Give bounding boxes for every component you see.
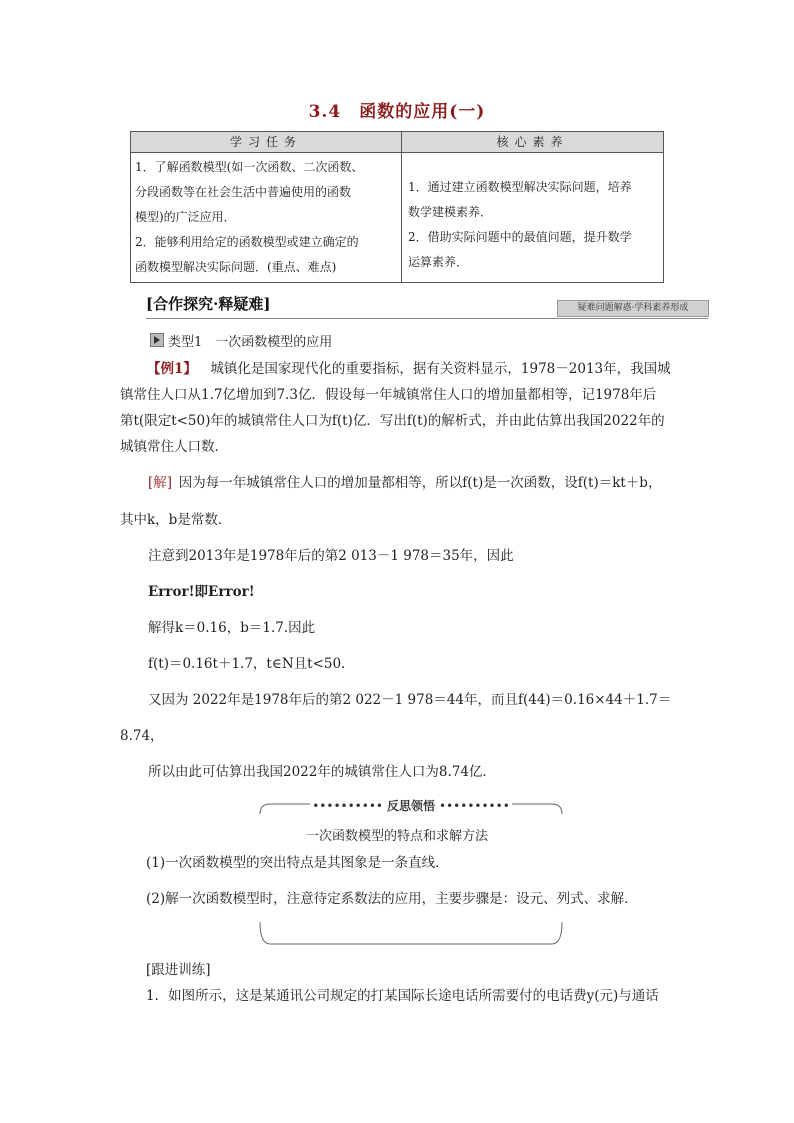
reflection-box (258, 800, 564, 946)
example-text: 城镇常住人口数． (120, 439, 228, 455)
solution-text: 注意到2013年是1978年后的第2 013－1 978＝35年，因此 (148, 548, 514, 564)
task-line: 2．能够利用给定的函数模型或建立确定的 (135, 235, 359, 249)
learning-goals-table (130, 131, 664, 283)
section-heading: [合作探究·释疑难] (146, 295, 271, 313)
task-line: 1．了解函数模型(如一次函数、二次函数、 (135, 160, 364, 174)
play-triangle-icon (150, 333, 164, 347)
solution-formula-error: Error!即Error! (148, 584, 255, 600)
reflection-label: •••••••••• 反思领悟 •••••••••• (312, 799, 510, 813)
competency-line: 数学建模素养． (408, 205, 493, 219)
task-line: 函数模型解决实际问题．(重点、难点) (135, 260, 337, 274)
solution-first-line: [解] 因为每一年城镇常住人口的增加量都相等，所以f(t)是一次函数，设f(t)＝kt＋b， (148, 475, 662, 491)
section-divider (146, 318, 708, 319)
page-title: 3.4 函数的应用(一) (308, 102, 486, 122)
tasks-cell (131, 153, 402, 283)
solution-text: 其中k，b是常数． (120, 512, 232, 528)
competency-line: 1．通过建立函数模型解决实际问题，培养 (408, 180, 632, 194)
reflection-subtitle: 一次函数模型的特点和求解方法 (305, 829, 488, 844)
practice-label: [跟进训练] (146, 962, 211, 978)
solution-text: 解得k＝0.16，b＝1.7.因此 (148, 620, 316, 636)
solution-formula: f(t)＝0.16t＋1.7，t∈N且t<50. (148, 656, 346, 672)
section-tag: 疑难问题解惑·学科素养形成 (557, 300, 709, 317)
solution-conclusion: 所以由此可估算出我国2022年的城镇常住人口为8.74亿． (148, 764, 496, 780)
practice-question: 1．如图所示，这是某通讯公司规定的打某国际长途电话所需要付的电话费y(元)与通话 (146, 988, 659, 1004)
reflection-point: (2)解一次函数模型时，注意待定系数法的应用，主要步骤是：设元、列式、求解． (146, 891, 638, 907)
task-line: 模型)的广泛应用． (135, 210, 236, 224)
table-header-tasks: 学习任务 (131, 132, 402, 153)
competency-line: 运算素养． (408, 255, 469, 269)
reflection-point: (1)一次函数模型的突出特点是其图象是一条直线． (146, 855, 449, 871)
solution-text: 8.74， (120, 728, 164, 744)
competency-line: 2．借助实际问题中的最值问题，提升数学 (408, 230, 632, 244)
task-line: 分段函数等在社会生活中普遍使用的函数 (135, 185, 352, 199)
example-text: 第t(限定t<50)年的城镇常住人口为f(t)亿．写出f(t)的解析式，并由此估算出我国2022年的 (120, 413, 665, 429)
solution-label: [解] (148, 475, 173, 491)
competencies-cell (402, 153, 664, 283)
example-text: 城镇化是国家现代化的重要指标，据有关资料显示，1978－2013年，我国城 (210, 361, 671, 377)
table-header-competencies: 核心素养 (402, 132, 664, 153)
solution-text: 又因为 2022年是1978年后的第2 022－1 978＝44年，而且f(44)＝0.16×44＋1.7＝ (148, 692, 672, 708)
example-text: 镇常住人口从1.7亿增加到7.3亿．假设每一年城镇常住人口的增加量都相等，记1978年后 (120, 387, 657, 403)
example-label: 【例1】 (147, 361, 197, 377)
type-heading: 类型1 一次函数模型的应用 (150, 331, 332, 350)
example-1 (120, 356, 676, 460)
